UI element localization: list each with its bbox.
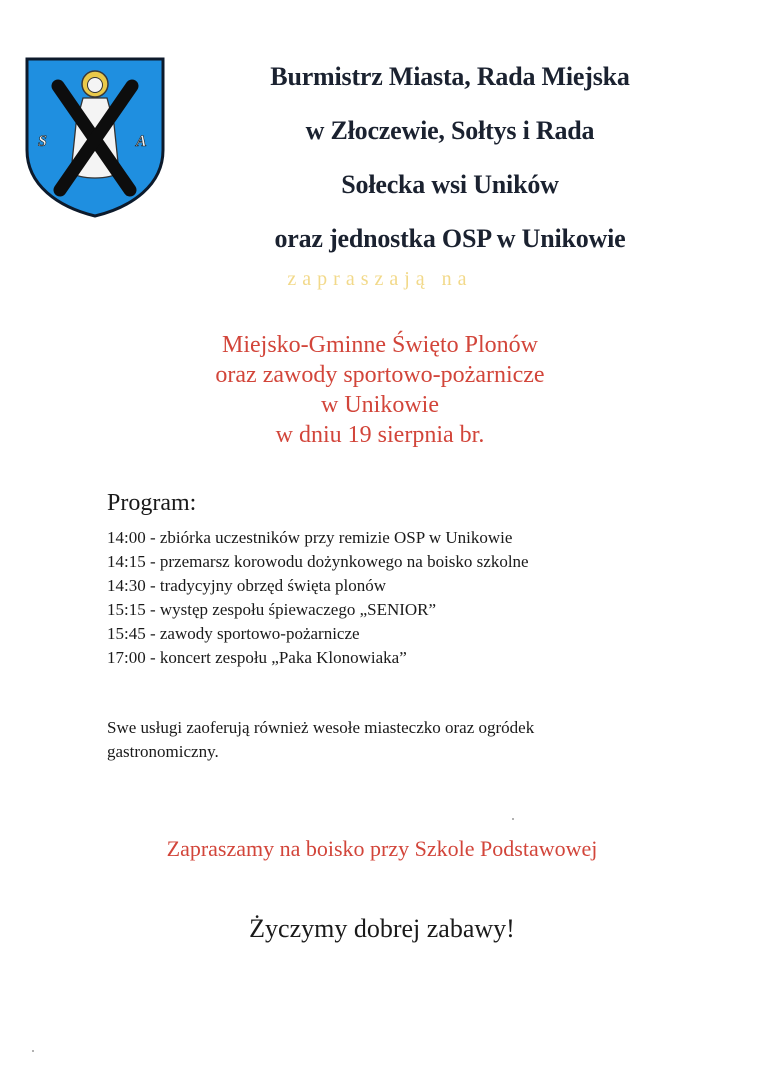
crest-letter-s: S [38,133,47,150]
event-line-1: Miejsko-Gminne Święto Plonów [222,332,538,358]
heading-line-4: oraz jednostka OSP w Unikowie [274,224,626,253]
services-line-2: gastronomiczny. [107,742,219,761]
scan-speck [32,1050,34,1052]
schedule-item: 15:15 - występ zespołu śpiewaczego „SENIOR” [107,600,437,619]
venue-invitation: Zapraszamy na boisko przy Szkole Podstawowej [166,836,598,861]
invite-text: zapraszają na [287,268,473,290]
heading-line-2: w Złoczewie, Sołtys i Rada [305,116,595,145]
event-line-4: w dniu 19 sierpnia br. [275,422,485,448]
crest-letter-a: A [136,133,147,150]
schedule-item: 14:30 - tradycyjny obrzęd święta plonów [107,576,387,595]
heading-line-1: Burmistrz Miasta, Rada Miejska [270,62,630,91]
schedule-item: 15:45 - zawody sportowo-pożarnicze [107,624,360,643]
crest-head [88,78,103,93]
schedule-item: 14:00 - zbiórka uczestników przy remizie OSP w Unikowie [107,528,513,547]
coat-of-arms-icon [22,54,168,220]
program-schedule [107,526,707,670]
program-title: Program: [107,490,197,516]
wishes-text: Życzymy dobrej zabawy! [249,914,515,943]
services-note [107,716,667,764]
scan-speck [512,818,514,820]
services-line-1: Swe usługi zaoferują również wesołe miasteczko oraz ogródek [107,718,535,737]
event-title [120,330,640,450]
event-line-2: oraz zawody sportowo-pożarnicze [215,362,545,388]
heading-line-3: Sołecka wsi Uników [341,170,559,199]
organizers-heading [200,50,700,266]
schedule-item: 14:15 - przemarsz korowodu dożynkowego na boisko szkolne [107,552,529,571]
event-line-3: w Unikowie [321,392,439,418]
schedule-item: 17:00 - koncert zespołu „Paka Klonowiaka” [107,648,407,667]
